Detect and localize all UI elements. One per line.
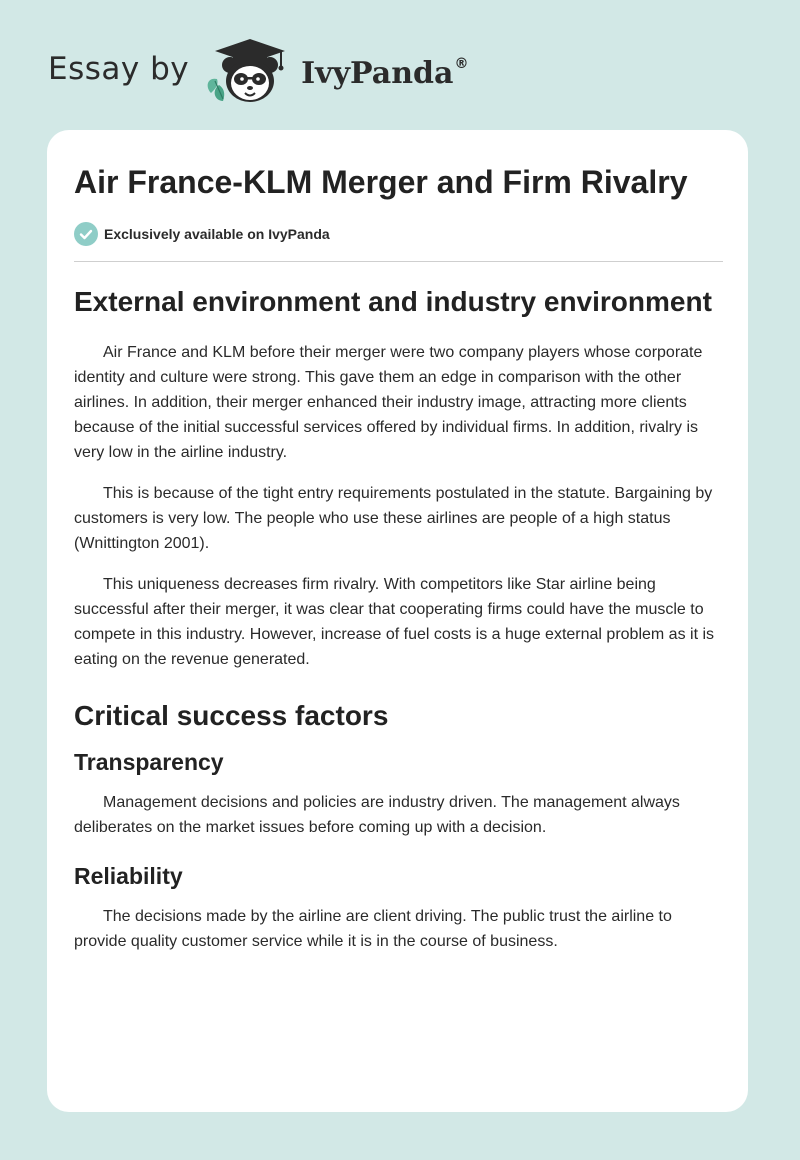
title-divider — [74, 261, 723, 262]
essay-card — [47, 130, 748, 1112]
site-header — [48, 36, 468, 106]
ivypanda-wordmark[interactable]: IvyPanda® — [301, 55, 469, 91]
paragraph: Management decisions and policies are industry driven. The management always deliberates on the market issues before coming up with a decision. — [74, 794, 680, 836]
check-circle-icon — [74, 222, 98, 246]
essay-by-label: Essay by — [48, 51, 190, 87]
panda-graduate-logo-icon[interactable] — [203, 35, 295, 107]
paragraph: The decisions made by the airline are client driving. The public trust the airline to provide quality customer service while it is in the course of business. — [74, 908, 672, 950]
registered-mark: ® — [454, 55, 469, 72]
exclusive-badge-label: Exclusively available on IvyPanda — [104, 226, 330, 242]
page-title: Air France-KLM Merger and Firm Rivalry — [74, 164, 688, 200]
section-heading-critical-success-factors: Critical success factors — [74, 700, 389, 731]
subsection-heading-transparency: Transparency — [74, 749, 224, 775]
section-heading-external-environment: External environment and industry environment — [74, 286, 712, 317]
essay-body — [74, 282, 724, 954]
exclusive-badge — [74, 222, 330, 246]
paragraph: This is because of the tight entry requirements postulated in the statute. Bargaining by customers is very low. The people who use these airlines are people of a high status (Wnittington 2001). — [74, 485, 713, 552]
subsection-heading-reliability: Reliability — [74, 863, 183, 889]
paragraph: This uniqueness decreases firm rivalry. With competitors like Star airline being successful after their merger, it was clear that cooperating firms could have the muscle to compete in this industry. However, increase of fuel costs is a huge external problem as it is eating on the revenue generated. — [74, 576, 715, 668]
paragraph: Air France and KLM before their merger were two company players whose corporate identity and culture were strong. This gave them an edge in comparison with the other airlines. In addition, their merger enhanced their industry image, attracting more clients because of the initial successful services offered by individual firms. In addition, rivalry is very low in the airline industry. — [74, 344, 703, 461]
